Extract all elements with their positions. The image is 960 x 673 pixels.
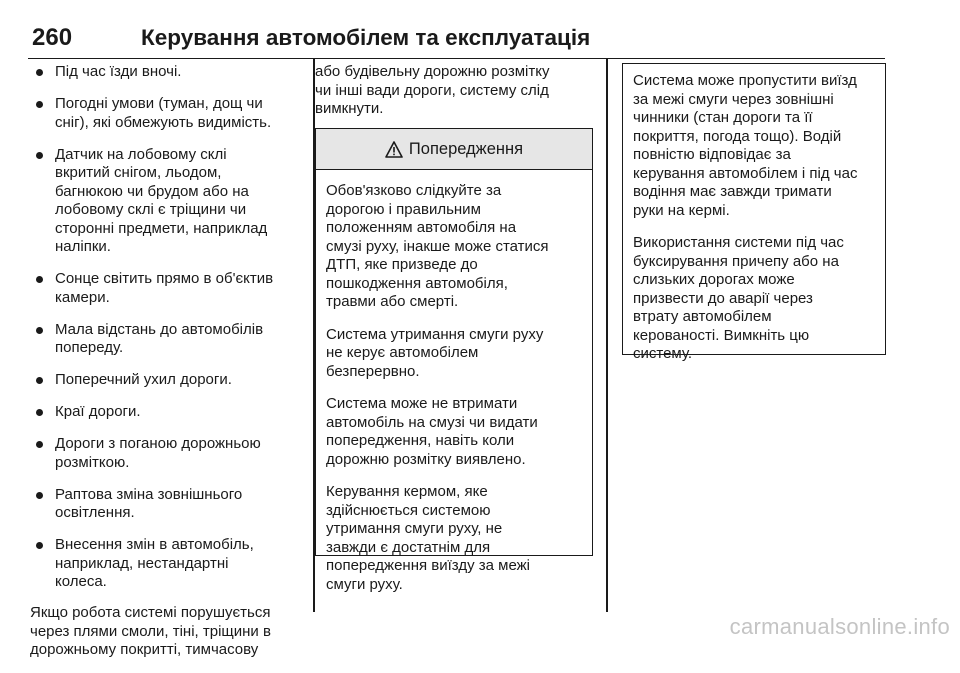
- page-title: Керування автомобілем та експлуатація: [141, 25, 591, 50]
- text-line: водіння має завжди тримати: [633, 183, 832, 200]
- column-1: [30, 63, 310, 673]
- bullet-icon: [36, 69, 43, 76]
- text-line: Мала відстань до автомобілів: [55, 320, 264, 338]
- watermark: carmanualsonline.info: [729, 614, 950, 639]
- warning-body: [316, 170, 592, 614]
- text-line: дорогою і правильним: [326, 200, 481, 218]
- text-line: Під час їзди вночі.: [55, 63, 182, 80]
- info-box: [622, 63, 886, 362]
- text-line: попередження виїзду за межі: [326, 557, 530, 574]
- text-line: Внесення змін в автомобіль,: [55, 536, 254, 553]
- column-divider: [606, 58, 608, 612]
- warning-paragraph: [326, 326, 586, 382]
- text-line: наліпки.: [55, 238, 111, 255]
- list-item: [30, 371, 310, 390]
- text-line: колеса.: [55, 573, 107, 590]
- text-line: Раптова зміна зовнішнього: [55, 485, 243, 503]
- list-item: [30, 403, 310, 422]
- text-line: попереду.: [55, 339, 124, 356]
- text-line: смуги руху.: [326, 575, 403, 593]
- column-2: [315, 63, 605, 131]
- text-line: пошкодження автомобіля,: [326, 274, 508, 292]
- text-line: дорожню розмітку виявлено.: [326, 450, 526, 468]
- text-line: ДТП, яке призведе до: [326, 256, 478, 273]
- text-line: сніг), які обмежують видимість.: [55, 113, 272, 131]
- bullet-icon: [36, 441, 43, 448]
- text-line: чинники (стан дороги та її: [633, 109, 813, 126]
- bullet-icon: [36, 409, 43, 416]
- info-paragraph: [633, 234, 879, 364]
- bullet-icon: [36, 101, 43, 108]
- bullet-icon: [36, 542, 43, 549]
- info-paragraph: [633, 72, 879, 220]
- warning-box: [315, 128, 593, 593]
- text-line: Якщо робота системі порушується: [30, 604, 271, 621]
- text-line: або будівельну дорожню розмітку: [315, 63, 550, 80]
- text-line: розміткою.: [55, 453, 130, 471]
- text-line: Поперечний ухил дороги.: [55, 371, 232, 388]
- text-line: через плями смоли, тіні, тріщини в: [30, 622, 271, 640]
- text-line: смузі руху, інакше може статися: [326, 237, 549, 255]
- text-line: повністю відповідає за: [633, 146, 791, 163]
- text-line: утримання смуги руху, не: [326, 520, 503, 537]
- text-line: лобовому склі є тріщини чи: [55, 201, 247, 218]
- text-line: буксирування причепу або на: [633, 252, 839, 270]
- text-line: вкритий снігом, льодом,: [55, 164, 222, 181]
- text-line: Обов'язково слідкуйте за: [326, 182, 502, 199]
- text-line: Сонце світить прямо в об'єктив: [55, 270, 274, 287]
- bullet-icon: [36, 276, 43, 283]
- text-line: Система може не втримати: [326, 395, 518, 412]
- closing-paragraph: [30, 604, 310, 660]
- warning-header: [316, 129, 592, 170]
- list-item: [30, 536, 310, 592]
- text-line: безперервно.: [326, 362, 420, 380]
- list-item: [30, 63, 310, 82]
- text-line: завжди є достатнім для: [326, 538, 491, 556]
- text-line: руки на кермі.: [633, 201, 730, 219]
- page-header: [28, 24, 885, 59]
- text-line: втрату автомобілем: [633, 308, 772, 325]
- text-line: травми або смерті.: [326, 293, 459, 310]
- list-item: [30, 435, 310, 472]
- text-line: Погодні умови (туман, дощ чи: [55, 95, 263, 112]
- text-line: слизьких дорогах може: [633, 271, 795, 288]
- warning-paragraph: [326, 182, 586, 312]
- text-line: Керування кермом, яке: [326, 483, 488, 500]
- bullet-icon: [36, 152, 43, 159]
- text-line: сторонні предмети, наприклад: [55, 219, 268, 237]
- text-line: Система утримання смуги руху: [326, 325, 544, 343]
- text-line: Краї дороги.: [55, 403, 141, 420]
- list-item: [30, 146, 310, 257]
- text-line: положенням автомобіля на: [326, 219, 517, 236]
- text-line: керування автомобілем і під час: [633, 164, 858, 182]
- text-line: попередження, навіть коли: [326, 432, 515, 449]
- list-item: [30, 321, 310, 358]
- list-item: [30, 486, 310, 523]
- warning-paragraph: [326, 483, 586, 594]
- info-body: [623, 64, 885, 384]
- warning-paragraph: [326, 395, 586, 469]
- text-line: керованості. Вимкніть цю: [633, 326, 810, 344]
- list-item: [30, 270, 310, 307]
- text-line: вимкнути.: [315, 100, 384, 117]
- intro-paragraph: [315, 63, 605, 119]
- condition-list: [30, 63, 310, 592]
- bullet-icon: [36, 377, 43, 384]
- list-item: [30, 95, 310, 132]
- text-line: багнюкою чи брудом або на: [55, 182, 249, 200]
- text-line: чи інші вади дороги, систему слід: [315, 81, 549, 99]
- text-line: за межі смуги через зовнішні: [633, 90, 834, 108]
- text-line: покриття, погода тощо). Водій: [633, 127, 842, 145]
- text-line: Датчик на лобовому склі: [55, 145, 227, 163]
- text-line: Використання системи під час: [633, 234, 844, 251]
- text-line: дорожньому покритті, тимчасову: [30, 641, 259, 658]
- warning-title: Попередження: [408, 139, 524, 158]
- bullet-icon: [36, 492, 43, 499]
- text-line: автомобіль на смузі чи видати: [326, 413, 538, 431]
- warning-triangle-icon: [385, 141, 403, 158]
- bullet-icon: [36, 327, 43, 334]
- text-line: здійснюється системою: [326, 501, 491, 519]
- text-line: Дороги з поганою дорожньою: [55, 435, 261, 452]
- text-line: призвести до аварії через: [633, 289, 813, 307]
- text-line: камери.: [55, 288, 110, 306]
- text-line: освітлення.: [55, 504, 135, 521]
- text-line: систему.: [633, 345, 693, 362]
- page-number: 260: [32, 24, 73, 51]
- text-line: Система може пропустити виїзд: [633, 72, 857, 89]
- text-line: не керує автомобілем: [326, 344, 479, 361]
- text-line: наприклад, нестандартні: [55, 554, 229, 572]
